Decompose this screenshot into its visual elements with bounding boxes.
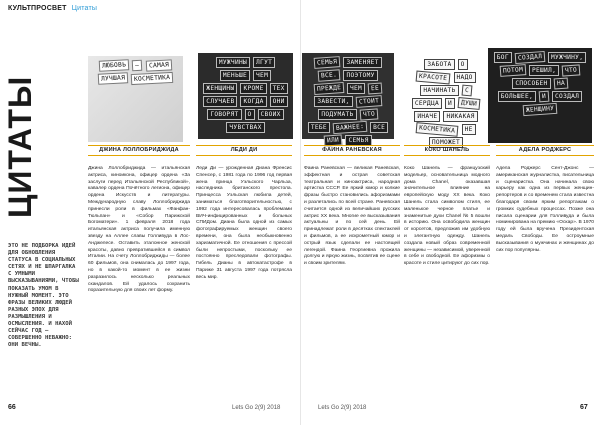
quote-word: ЛУЧШАЯ bbox=[98, 72, 129, 85]
quote-word: ВСЕ bbox=[370, 122, 388, 133]
column-title-lady-di: ЛЕДИ ДИ bbox=[196, 145, 292, 156]
quote-word: ДУШИ bbox=[458, 97, 481, 110]
quote-word: БОГ bbox=[494, 52, 512, 63]
page-divider bbox=[300, 0, 301, 425]
quote-image-2 bbox=[198, 53, 293, 139]
quote-word: ПОДУМАТЬ bbox=[318, 109, 356, 120]
quote-word: ТЕХ bbox=[270, 83, 288, 94]
quote-word: СЕМЬЯ bbox=[345, 135, 371, 146]
quote-word: СПОСОБЕН bbox=[512, 78, 550, 89]
quote-word: О bbox=[458, 59, 468, 70]
quote-words bbox=[306, 57, 390, 146]
footer-magazine-left: Lets Go 2(9) 2018 bbox=[232, 405, 281, 411]
quote-word: ЧТО bbox=[562, 64, 581, 76]
page-title: ЦИТАТЫ bbox=[2, 75, 38, 218]
quote-word: ПОТОМ bbox=[499, 64, 526, 77]
column-title-chanel: КОКО ШАНЕЛЬ bbox=[404, 145, 490, 156]
quote-word: ЕЕ bbox=[368, 83, 383, 95]
quote-word: СОЗДАЛ bbox=[552, 91, 582, 102]
quote-word: КОСМЕТИКА bbox=[416, 122, 459, 137]
quote-word: О bbox=[245, 109, 255, 120]
quote-word: НИКАКАЯ bbox=[443, 111, 477, 122]
quote-word: НАДО bbox=[454, 72, 476, 83]
quote-word: ЖЕНЩИНУ bbox=[523, 103, 558, 116]
column-text-ranevskaya: Фаина Раневская — великая Раневская, эффектная и острая советская театральная и киноактриса, народная артистка СССР. Ее яркий юмор и колкие фразы быстро становились афоризмами и разлетались по всей стране. Раневская считается одной из величайших русских актрис XX века. Многие ее высказывания актуальны и по сей день. Ей принадлежат роли в десятках спектаклей и фильмов, а ее искрометный юмор и острый язык сделали ее настоящей легендой. Фаина Георгиевна прожила долгую и яркую жизнь, посвятив ее сцене и своим зрителям. bbox=[304, 166, 400, 267]
column-title-ranevskaya: ФАИНА РАНЕВСКАЯ bbox=[304, 145, 400, 156]
quote-word: СЛУЧАЕВ bbox=[203, 96, 237, 107]
column-title-rogers: АДЕЛА РОДЖЕРС bbox=[496, 145, 594, 156]
quote-word: СВОИХ bbox=[258, 109, 284, 120]
quote-image-4 bbox=[402, 55, 490, 146]
quote-image-5 bbox=[488, 48, 592, 143]
quote-word: ПОЭТОМУ bbox=[343, 70, 377, 81]
quote-word: РЕШИЛ, bbox=[529, 65, 559, 76]
column-text-lady-di: Леди Ди — урожденная Диана Френсис Спенсер, с 1981 года по 1996 год первая жена принца Уэльского Чарльза, наследника британского престола. Принцесса Уэльская любила детей, заниматься благотворительностью, с 1992 года интересовалась проблемами ВИЧ-инфицированных и больных СПИДом. Диана была одной из самых фотографируемых женщин своего времени, она была необыкновенно харизматичной. Ее отношения с прессой были непростыми, поскольку ее постоянно преследовали фотографы. Гибель Дианы в автокатастрофе в Париже 31 августа 1997 года потрясла весь мир. bbox=[196, 166, 292, 280]
quote-word: ЧЕМ bbox=[253, 70, 271, 81]
quote-word: КРОМЕ bbox=[240, 83, 266, 94]
quote-word: ВАЖНЕЕ: bbox=[333, 121, 368, 134]
quote-words bbox=[492, 52, 588, 115]
quote-word: ПОМОЖЕТ bbox=[429, 137, 463, 148]
quote-word: ИЛИ bbox=[324, 134, 343, 146]
quote-word: МУЖЧИНЫ bbox=[216, 57, 250, 68]
quote-word: ЗАМЕНЯЕТ bbox=[343, 57, 381, 68]
quote-words bbox=[202, 57, 289, 133]
quote-word: И bbox=[539, 91, 550, 103]
quote-words bbox=[92, 60, 179, 84]
column-text-chanel: Коко Шанель — французский модельер, основательница модного дома Chanel, оказавшая значительное влияние на европейскую моду XX века. Коко Шанель стала символом стиля, ее маленькое черное платье и знаменитые духи Chanel № 5 вошли в историю. Она освободила женщин от корсетов, предложив им удобную и элегантную одежду. Шанель создала новый образ современной женщины — независимой, уверенной в себе и свободной. Ее афоризмы о красоте и стиле цитируют до сих пор. bbox=[404, 166, 490, 267]
quote-word: СОЗДАЛ bbox=[515, 51, 546, 64]
footer-magazine-right: Lets Go 2(9) 2018 bbox=[318, 405, 367, 411]
quote-word: ЧУВСТВАХ bbox=[226, 122, 264, 133]
quote-words bbox=[406, 59, 486, 148]
quote-word: КОСМЕТИКА bbox=[131, 72, 174, 85]
quote-word: КРАСОТЕ bbox=[416, 71, 451, 85]
column-text-rogers: Адела Роджерс Сент-Джонс — американская журналистка, писательница и сценаристка. Она начинала свою карьеру как одна из первых женщин-репортеров и со временем стала известна благодаря своим ярким репортажам о громких судебных процессах. Позже она писала сценарии для Голливуда и была номинирована на премию «Оскар». В 1970 году ей была вручена Президентская медаль Свободы. Ее остроумные высказывания о мужчинах и женщинах до сих пор популярны. bbox=[496, 166, 595, 253]
quote-word: — bbox=[132, 60, 143, 72]
quote-word: ПРЕЖДЕ bbox=[313, 82, 344, 95]
quote-word: ВСЕ. bbox=[318, 69, 341, 82]
quote-word: НЕ bbox=[462, 124, 476, 135]
quote-word: САМАЯ bbox=[145, 59, 172, 71]
intro-text: ЭТО НЕ ПОДБОРКА ИДЕЙ ДЛЯ ОБНОВЛЕНИЯ СТАТУСА В СОЦИАЛЬНЫХ СЕТЯХ И НЕ ШПАРГАЛКА С УМНЫМИ ВЫСКАЗЫВАНИЯМИ, ЧТОБЫ ПОКАЗАТЬ УМОМ В НУЖНЫЙ МОМЕНТ. ЭТО ФРАЗЫ ВЕЛИКИХ ЛЮДЕЙ РАЗНЫХ ЭПОХ ДЛЯ РАЗМЫШЛЕНИЯ И ОСМЫСЛЕНИЯ. И НАХОЙ СЕЙЧАС ГОД — СОВЕРШЕННО НЕВАЖНО: ОНИ ВЕЧНЫ. bbox=[8, 243, 79, 349]
quote-word: НАЧИНАТЬ bbox=[420, 85, 458, 96]
quote-word: ЧТО bbox=[359, 108, 378, 120]
section-brand: КУЛЬТПРОСВЕТ bbox=[8, 5, 67, 12]
quote-image-3 bbox=[302, 53, 394, 145]
quote-word: КОГДА bbox=[240, 96, 266, 107]
quote-word: ОНИ bbox=[270, 96, 288, 107]
quote-word: МУЖЧИНУ, bbox=[548, 52, 586, 63]
quote-word: ГОВОРЯТ bbox=[207, 109, 241, 120]
page-header bbox=[8, 5, 97, 12]
quote-word: БОЛЬШЕЕ, bbox=[498, 91, 536, 102]
quote-word: МЕНЬШЕ bbox=[220, 70, 250, 81]
quote-word: ЧЕМ bbox=[347, 83, 365, 94]
quote-word: ЗАБОТА bbox=[424, 59, 454, 70]
quote-word: ТЕБЕ bbox=[308, 122, 330, 133]
quote-word: С bbox=[461, 85, 472, 97]
quote-word: СЕМЬЯ bbox=[314, 56, 341, 69]
quote-word: ЖЕНЩИНЫ bbox=[203, 83, 237, 94]
quote-word: ИНАЧЕ bbox=[414, 111, 440, 122]
column-title-lollobrigida: ДЖИНА ЛОЛЛОБРИДЖИДА bbox=[88, 145, 190, 156]
quote-word: И bbox=[445, 98, 455, 109]
page-number-left: 66 bbox=[8, 404, 16, 411]
section-label: Цитаты bbox=[71, 5, 98, 12]
quote-word: ЗАВЕСТИ, bbox=[314, 96, 352, 107]
quote-word: ЛГУТ bbox=[253, 57, 275, 68]
column-text-lollobrigida: Джина Лоллобриджида — итальянская актриса, киноикона, офицер ордена «За заслуги перед Итальянской Республикой», кавалер ордена Почётного легиона, офицер ордена Искусств и литературы. Международную славу Лоллобриджида принесли роли в фильмах «Фанфан-Тюльпан» и «Собор Парижской Богоматери». 1 февраля 2018 года итальянская актриса получила именную звезду на Аллее славы Голливуда в Лос-Анджелесе. Оставить эталонное женской красоты, давно превратившейся в символ Италии. На счету Лоллобриджиды — более 60 фильмов, она снималась до 1997 года, но в какой-то момент в ее жизни разразилось несколько реальных скандалов. Ей удалось сохранить поразительную для своих лет форму. bbox=[88, 166, 190, 294]
quote-word: СТОИТ bbox=[355, 95, 382, 108]
quote-word: СЕРДЦА bbox=[412, 98, 442, 109]
quote-image-1 bbox=[88, 56, 183, 142]
quote-word: ЛЮБОВЬ bbox=[99, 59, 130, 72]
quote-word: НА bbox=[553, 78, 568, 90]
page-number-right: 67 bbox=[580, 404, 588, 411]
